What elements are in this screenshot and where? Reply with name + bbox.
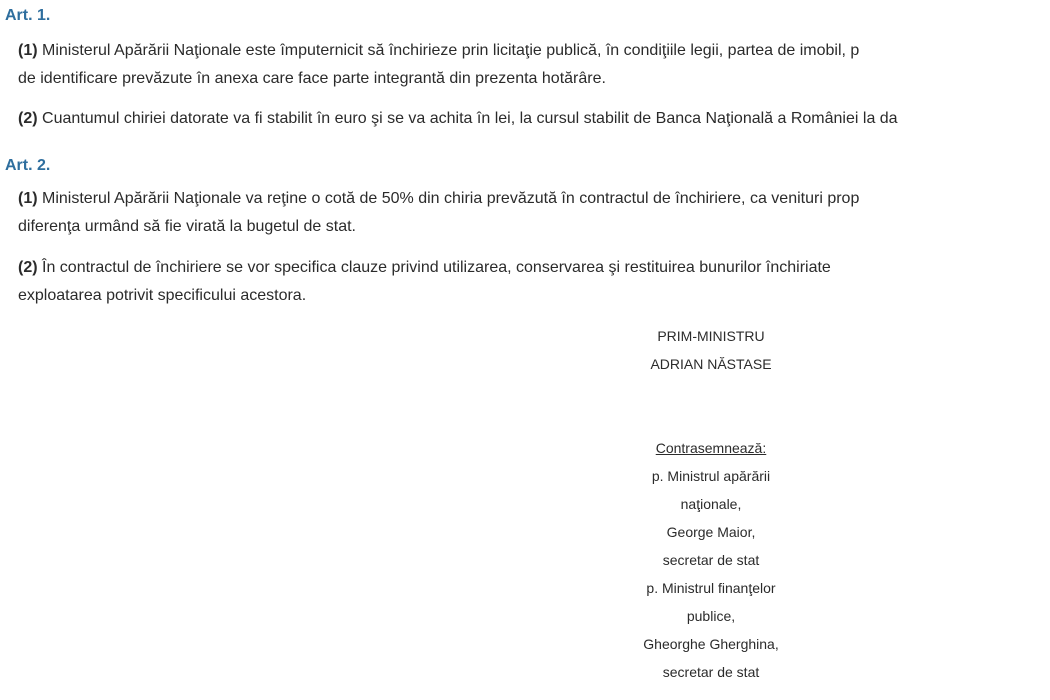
article-1-paragraph-1-line-2: de identificare prevăzute în anexa care face parte integrantă din prezenta hotărâre. <box>18 70 606 87</box>
paragraph-number: (2) <box>18 110 38 127</box>
paragraph-number: (1) <box>18 42 38 59</box>
article-1-paragraph-2 <box>18 105 1050 133</box>
countersign-line: George Maior, <box>666 524 756 540</box>
paragraph-text: Cuantumul chiriei datorate va fi stabilit în euro şi se va achita în lei, la cursul stabilit de Banca Naţională a României la da <box>42 110 898 127</box>
countersign-line: secretar de stat <box>662 552 760 568</box>
article-1-paragraph-2-line-1 <box>18 105 1050 133</box>
article-1-paragraph-1 <box>18 37 1050 93</box>
article-2-paragraph-2-line-1 <box>18 254 1050 282</box>
article-2-paragraph-1-line-2: diferenţa urmând să fie virată la bugetul de stat. <box>18 218 356 235</box>
article-1-paragraph-1-line-1 <box>18 37 1050 65</box>
countersign-line: naţionale, <box>680 496 742 512</box>
paragraph-number: (1) <box>18 190 38 207</box>
paragraph-text: Ministerul Apărării Naţionale va reţine o cotă de 50% din chiria prevăzută în contractul de închiriere, ca venituri prop <box>42 190 860 207</box>
article-2-paragraph-2 <box>18 254 1050 310</box>
article-2-paragraph-2-line-2: exploatarea potrivit specificului acestora. <box>18 287 307 304</box>
article-2-paragraph-1-line-1 <box>18 185 1050 213</box>
article-2-title: Art. 2. <box>5 157 51 174</box>
countersign-line: secretar de stat <box>662 664 760 680</box>
signatory-role: PRIM-MINISTRU <box>657 328 765 344</box>
signature-block <box>611 322 811 378</box>
signatory-name: ADRIAN NĂSTASE <box>650 356 772 372</box>
countersign-label: Contrasemnează: <box>655 440 767 456</box>
paragraph-number: (2) <box>18 259 38 276</box>
countersignature-block <box>611 434 811 686</box>
countersign-line: p. Ministrul apărării <box>651 468 771 484</box>
countersign-line: publice, <box>686 608 736 624</box>
paragraph-text: În contractul de închiriere se vor specifica clauze privind utilizarea, conservarea şi restituirea bunurilor închiriate <box>42 259 831 276</box>
countersign-line: p. Ministrul finanţelor <box>646 580 776 596</box>
article-1-title: Art. 1. <box>5 7 51 24</box>
article-2-paragraph-1 <box>18 185 1050 241</box>
paragraph-text: Ministerul Apărării Naţionale este împuternicit să închirieze prin licitaţie publică, în condiţiile legii, partea de imobil, p <box>42 42 860 59</box>
countersign-line: Gheorghe Gherghina, <box>643 636 779 652</box>
